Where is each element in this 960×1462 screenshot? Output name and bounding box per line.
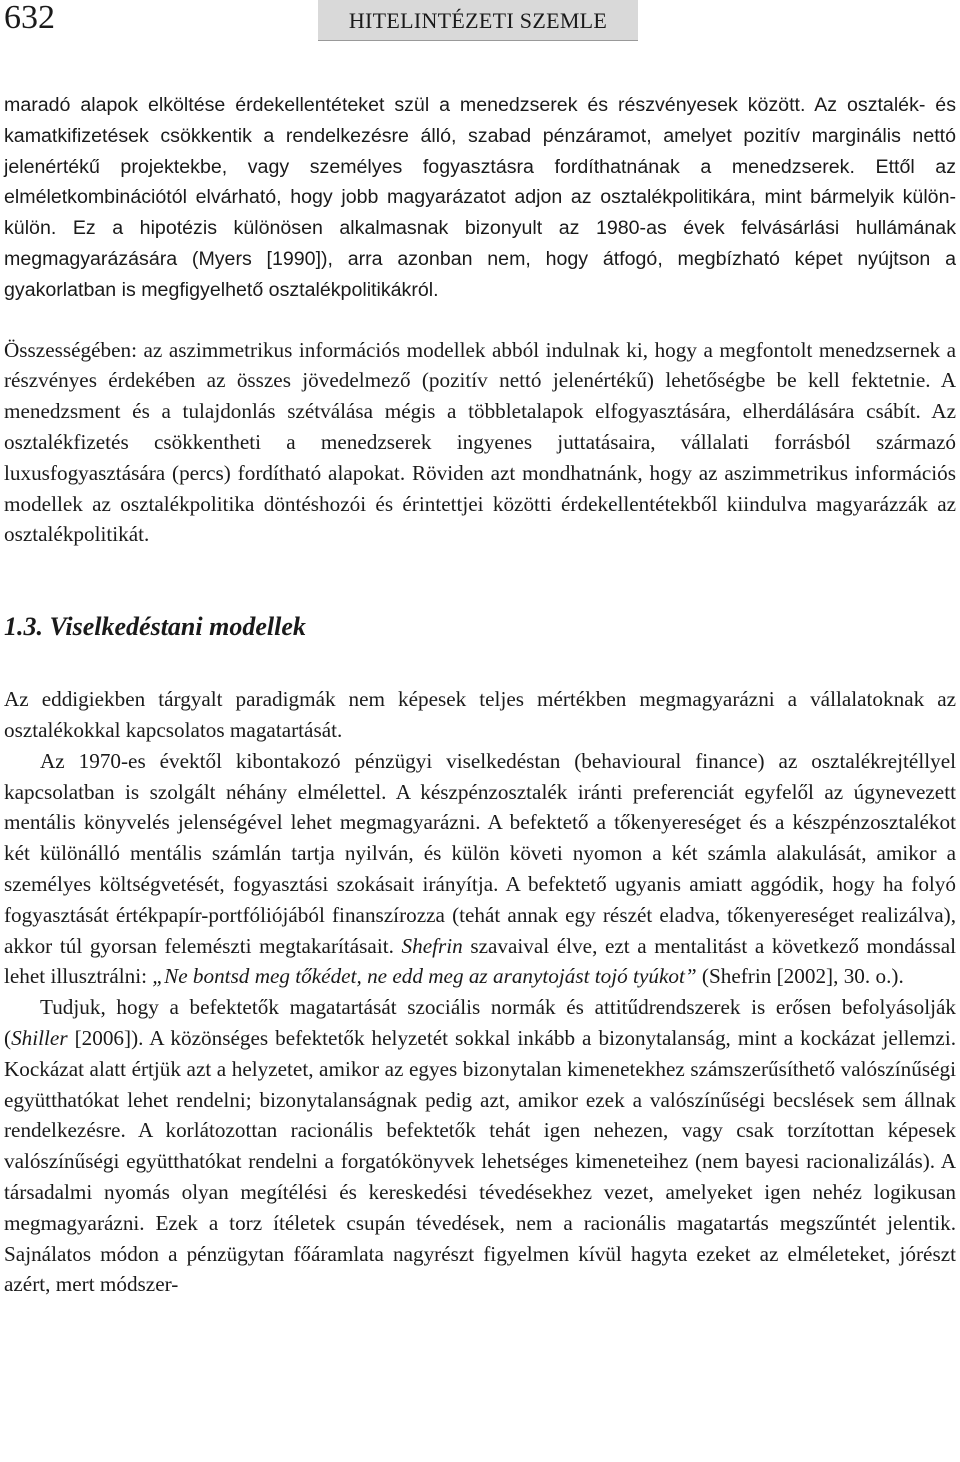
author-name-shefrin: Shefrin bbox=[401, 933, 463, 958]
quote: „Ne bontsd meg tőkédet, ne edd meg az aranytojást tojó tyúkot” bbox=[152, 964, 697, 989]
paragraph-summary: Összességében: az aszimmetrikus információs modellek abból indulnak ki, hogy a megfontolt menedzsernek a részvényes érdekében az összes jövedelmező (pozitív nettó jelenértékű) lehetőségbe be kell fektetnie. A menedzsment és a tulajdonlás szétválása mégis a többletalapok elfogyasztására, elherdálására csábít. Az osztalékfizetés csökkentheti a menedzserek ingyenes juttatásaira, vállalati forrásból származó luxusfogyasztására (percs) fordítható alapokat. Röviden azt mondhatnánk, hogy az aszimmetrikus információs modellek az osztalékpolitika döntéshozói és érintettjei közötti érdekellentétekből kiindulva magyarázzák az osztalékpolitikát. bbox=[4, 337, 956, 547]
text-run: Tudjuk, hogy a befektetők magatartását szociális normák és attitűdrendszerek is erősen befolyásolják ( bbox=[4, 995, 956, 1050]
article-body bbox=[4, 90, 956, 1300]
section-heading: 1.3. Viselkedéstani modellek bbox=[4, 612, 306, 642]
paragraph-paradigms: Az eddigiekben tárgyalt paradigmák nem képesek teljes mértékben megmagyarázni a vállalatoknak az osztalékokkal kapcsolatos magatartását. bbox=[4, 687, 956, 742]
text-run: szavaival élve, ezt a mentalitást a következő mondással lehet illusztrálni: bbox=[4, 933, 956, 989]
paragraph-behavioural-finance bbox=[4, 746, 956, 992]
paragraph-intro: maradó alapok elköltése érdekellentéteket szül a menedzserek és részvényesek között. Az osztalék- és kamatkifizetések csökkentik a rendelkezésre álló, szabad pénzáramot, amelyet pozitív marginális nettó jelenértékű projektekbe, vagy személyes fogyasztásra fordíthatnának a menedzserek. Ettől az elméletkombinációtól elvárható, hogy jobb magyarázatot adjon az osztalékpolitikára, mint bármelyik külön-külön. Ez a hipotézis különösen alkalmasnak bizonyult az 1980-as évek felvásárlási hullámának megmagyarázására (Myers [1990]), arra azonban nem, hogy átfogó, megbízható képet nyújtson a gyakorlatban is megfigyelhető osztalékpolitikákról. bbox=[4, 94, 956, 301]
text-run: [2006]). A közönséges befektetők helyzetét sokkal inkább a bizonytalanság, mint a kockázat jellemzi. Kockázat alatt értjük azt a helyzetet, amikor az egyes bizonytalan kimenetekhez számszerűsíthető valószínűségi együtthatókat lehet rendelni; bizonytalanságnak pedig azt, amikor ezek a valószínűségi becslések sem állnak rendelkezésre. A korlátozottan racionális befektetők tehát igen nehezen, vagy csak torzítottan képesek valószínűségi együtthatókat rendelni a forgatókönyvek lehetséges kimeneteihez (nem bayesi racionalizálás). A társadalmi nyomás olyan megítélési és kereskedési tévedésekhez vezet, amelyeket igen nehéz logikusan megmagyarázni. Ezek a torz ítéletek csupán tévedések, nem a racionális magatartás megszűntét jelentik. Sajnálatos módon a pénzügytan főáramlata nagyrészt figyelmen kívül hagyta ezeket az elméleteket, jórészt azért, mert módszer- bbox=[4, 1025, 956, 1297]
citation: (Shefrin [2002], 30. o.). bbox=[701, 964, 904, 989]
paragraph-social-norms bbox=[4, 992, 956, 1300]
text-run: Az 1970-es évektől kibontakozó pénzügyi viselkedéstan (behavioural finance) az osztalékrejtéllyel kapcsolatban is szolgált néhány elmélettel. A készpénzosztalék iránti preferenciát egyfelől az úgynevezett mentális könyvelés jelenségével lehet megmagyarázni. A befektető a tőkenyereséget és a készpénzosztalékot két különálló mentális számlán tartja nyilván, és külön követi nyomon a két számla alakulását, amikor a személyes költségvetését, fogyasztási szokásait irányítja. A befektető ugyanis amiatt aggódik, hogy ha folyó fogyasztását értékpapír-portfóliójából finanszírozza (tehát annak egy részét eladva, tőkenyereséget realizálva), akkor túl gyorsan felemészti megtakarításait. bbox=[4, 748, 956, 958]
journal-title: HITELINTÉZETI SZEMLE bbox=[318, 0, 638, 41]
page-header bbox=[0, 0, 960, 40]
author-name-shiller: Shiller bbox=[11, 1025, 68, 1050]
page-number: 632 bbox=[4, 0, 55, 36]
